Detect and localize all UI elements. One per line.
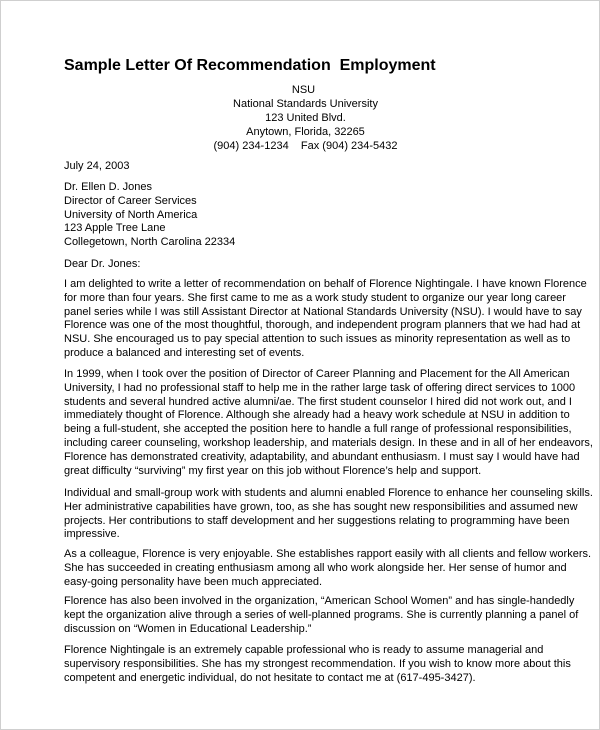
recipient-name: Dr. Ellen D. Jones: [64, 181, 153, 193]
body-paragraph: [64, 487, 593, 542]
salutation: Dear Dr. Jones:: [64, 258, 141, 270]
body-paragraph: [64, 278, 587, 361]
recipient-address-block: [64, 181, 552, 250]
paragraph-line: supervisory responsibilities. She has my strongest recommendation. If you wish to know more about this: [64, 657, 571, 670]
paragraph-line: University, I had no professional staff to help me in the rather large task of offering direct services to 1000: [64, 381, 576, 394]
paragraph-line: I am delighted to write a letter of recommendation on behalf of Florence Nightingale. I have known Florence: [64, 278, 587, 290]
sender-street: 123 United Blvd.: [265, 112, 346, 124]
sender-university: National Standards University: [233, 98, 378, 110]
paragraph-line: Individual and small-group work with students and alumni enabled Florence to enhance her counseling skills.: [64, 487, 593, 499]
recipient-title: Director of Career Services: [64, 194, 197, 207]
paragraph-line: In 1999, when I took over the position of Director of Career Planning and Placement for the All American: [64, 368, 570, 380]
sender-name: NSU: [291, 84, 316, 96]
paragraph-line: including career counseling, workshop leadership, and materials design. In these and in all of her endeavors,: [64, 436, 593, 449]
letter-date: July 24, 2003: [64, 160, 130, 172]
paragraph-line: Florence has also been involved in the organization, “American School Women” and has single-handedly: [64, 595, 575, 607]
paragraph-line: kept the organization alive through a series of well-planned programs. She is currently planning a panel of: [64, 608, 579, 621]
paragraph-line: impressive.: [64, 528, 120, 541]
recipient-organization: University of North America: [64, 208, 198, 221]
recipient-street: 123 Apple Tree Lane: [64, 222, 166, 235]
paragraph-line: NSU. She encouraged us to pay special attention to such issues as minority representation as well as to: [64, 333, 571, 346]
body-paragraph: [64, 595, 579, 636]
sender-phone-fax: (904) 234-1234 Fax (904) 234-5432: [213, 140, 398, 152]
paragraph-line: She has succeeded in creating enthusiasm among all who work alongside her. Her sense of humor and: [64, 561, 567, 574]
body-paragraph: [64, 548, 592, 589]
paragraph-line: Florence was one of the most thoughtful, thorough, and independent program planners that we had had at: [64, 319, 581, 332]
paragraph-line: immediately thought of Florence. Although she already had a heavy work schedule at NSU in addition to: [64, 409, 570, 422]
paragraph-line: panel series while I was still Assistant Director at National Standards University (NSU). I would have to say: [64, 305, 582, 318]
paragraph-line: students and several hundred active alumni/ae. The first student counselor I hired did not work out, and I: [64, 395, 572, 408]
document-title: Sample Letter Of Recommendation Employment: [64, 57, 436, 74]
sender-city: Anytown, Florida, 32265: [246, 126, 365, 138]
body-paragraph: [64, 368, 593, 478]
paragraph-line: competent and energetic individual, do not hesitate to contact me at (617-495-3427).: [64, 671, 476, 684]
paragraph-line: As a colleague, Florence is very enjoyable. She establishes rapport easily with all clients and fellow workers.: [64, 548, 592, 560]
paragraph-line: produce a balanced and interesting set of events.: [64, 346, 305, 359]
paragraph-line: Florence has demonstrated creativity, adaptability, and abundant enthusiasm. I must say I would have had: [64, 450, 580, 463]
paragraph-line: easy-going personality have been much appreciated.: [64, 575, 323, 588]
paragraph-line: discussion on “Women in Educational Leadership.”: [64, 622, 312, 635]
sender-address-block: [1, 83, 600, 153]
paragraph-line: for more than four years. She first came to me as a work study student to organize our year long career: [64, 291, 566, 304]
body-paragraph: [64, 644, 571, 685]
paragraph-line: Her administrative capabilities have grown, too, as she has sought new responsibilities and assumed new: [64, 500, 578, 513]
paragraph-line: being a full-student, she accepted the position here to handle a full range of professional responsibilities,: [64, 423, 572, 436]
paragraph-line: projects. Her contributions to staff development and her suggestions relating to programming have been: [64, 514, 570, 527]
paragraph-line: great difficulty “surviving” my first year on this job without Florence’s help and support.: [64, 464, 482, 477]
recipient-city: Collegetown, North Carolina 22334: [64, 236, 236, 249]
paragraph-line: Florence Nightingale is an extremely capable professional who is ready to assume managerial and: [64, 644, 544, 656]
